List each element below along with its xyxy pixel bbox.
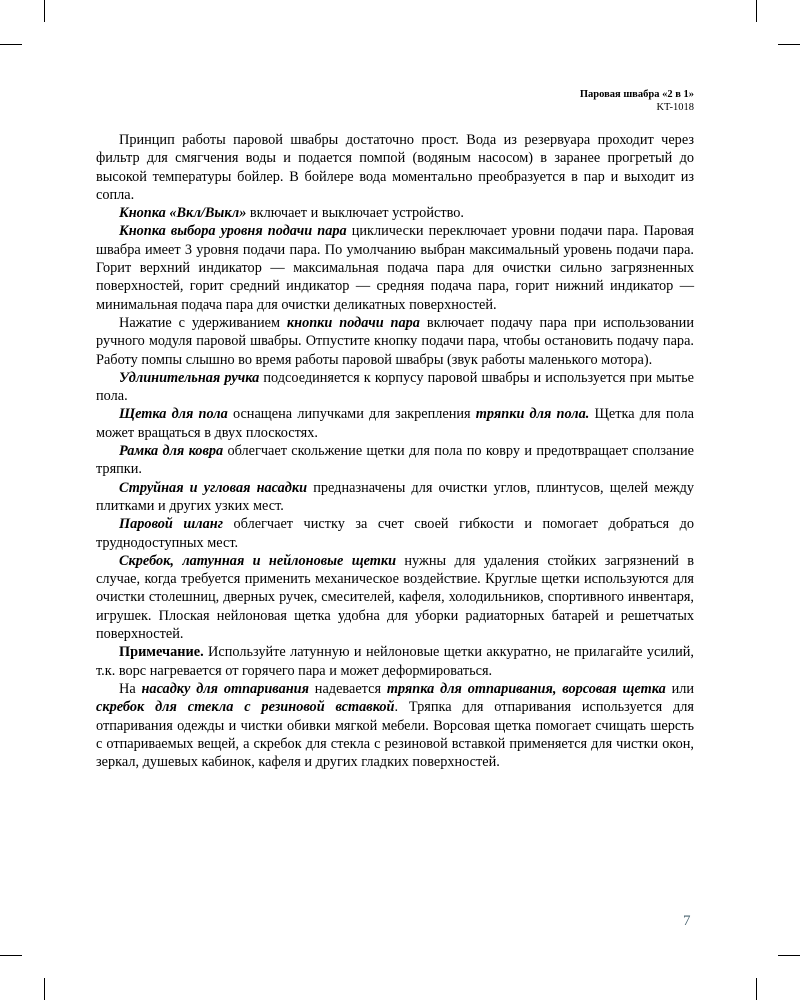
crop-mark-right-top [778, 44, 800, 45]
crop-mark-left-bottom [0, 955, 22, 956]
term-steaming-cloth: тряпка для отпаривания, ворсовая щетка [386, 680, 666, 697]
term-steam-button: кнопки подачи пара [286, 314, 420, 331]
paragraph-text: Щетка для пола может вращаться в двух плоскостях. [96, 406, 694, 441]
paragraph-text: нужны для удаления стойких загрязнений в случае, когда требуется применить механическое воздействие. Круглые щетки используются для очистки столешниц, дверных ручек, смесителей, кафеля, холодильников, спортивного инвентаря, игрушек. Плоская нейлоновая щетка удобна для уборки радиаторных батарей и решетчатых поверхностей. [96, 552, 694, 643]
crop-mark-right-bottom [778, 955, 800, 956]
term-nozzles: Струйная и угловая насадки [119, 479, 308, 496]
crop-mark-bottom-left [44, 978, 45, 1000]
term-steaming-nozzle: насадку для отпаривания [141, 680, 309, 697]
header-model: KT-1018 [656, 102, 694, 113]
paragraph-principle [96, 131, 694, 204]
crop-mark-top-left [44, 0, 45, 22]
paragraph-text: Принцип работы паровой швабры достаточно прост. Вода из резервуара проходит через фильтр для смягчения воды и подается помпой (водяным насосом) в заранее прогретый до высокой температуры бойлер. В бойлере вода моментально преобразуется в пар и выходит из сопла. [96, 132, 694, 203]
paragraph-text: или [665, 680, 695, 697]
paragraph-text: включает подачу пара при использовании ручного модуля паровой швабры. Отпустите кнопку подачи пара, чтобы остановить подачу пара. Работу помпы слышно во время работы паровой швабры (звук работы маленького мотора). [96, 314, 694, 368]
paragraph-text: облегчает чистку за счет своей гибкости и помогает добраться до труднодоступных мест. [96, 516, 694, 551]
paragraph-steam-hose [96, 515, 694, 552]
paragraph-text: предназначены для очистки углов, плинтусов, щелей между плитками и других узких мест. [96, 479, 695, 514]
term-brushes: Скребок, латунная и нейлоновые щетки [119, 552, 397, 569]
term-glass-scraper: скребок для стекла с резиновой вставкой [96, 699, 395, 716]
term-extension-handle: Удлинительная ручка [119, 369, 260, 386]
term-carpet-frame: Рамка для ковра [119, 443, 224, 460]
paragraph-note [96, 643, 694, 680]
paragraph-text: подсоединяется к корпусу паровой швабры и используется при мытье пола. [96, 369, 694, 405]
term-steam-level-button: Кнопка выбора уровня подачи пара [119, 223, 347, 240]
term-note: Примечание. [119, 644, 204, 661]
paragraph-brushes [96, 552, 694, 643]
term-power-button: Кнопка «Вкл/Выкл» [119, 205, 247, 222]
body-text [96, 131, 694, 771]
paragraph-power-button [96, 204, 694, 222]
paragraph-nozzles [96, 479, 694, 516]
header-title: Паровая швабра «2 в 1» [579, 89, 694, 100]
paragraph-steam-button [96, 314, 694, 369]
paragraph-text: включает и выключает устройство. [246, 205, 464, 222]
paragraph-steaming-nozzle [96, 680, 694, 771]
term-floor-brush: Щетка для пола [119, 406, 228, 423]
paragraph-text: надевается [308, 680, 387, 697]
paragraph-text: облегчает скольжение щетки для пола по ковру и предотвращает сползание тряпки. [96, 443, 694, 478]
paragraph-text: На [119, 680, 142, 697]
paragraph-text: . Тряпка для отпаривания используется для отпаривания одежды и чистки обивки мягкой мебели. Ворсовая щетка помогает счищать шерсть с отпариваемых вещей, а скребок для стекла с резиновой вставкой применяется для чистки окон, зеркал, душевых кабинок, кафеля и других гладких поверхностей. [96, 699, 694, 771]
paragraph-text: оснащена липучками для закрепления [227, 406, 476, 423]
crop-mark-bottom-right [756, 978, 757, 1000]
crop-mark-top-right [756, 0, 757, 22]
paragraph-steam-level-button [96, 222, 694, 313]
paragraph-text: Используйте латунную и нейлоновые щетки аккуратно, не прилагайте усилий, т.к. ворс нагревается от горячего пара и может деформироваться. [96, 644, 694, 679]
paragraph-floor-brush [96, 405, 694, 442]
term-steam-hose: Паровой шланг [119, 516, 223, 533]
paragraph-extension-handle [96, 369, 694, 406]
running-header [580, 88, 694, 114]
page-number: 7 [683, 913, 691, 929]
crop-mark-left-top [0, 44, 22, 45]
paragraph-carpet-frame [96, 442, 694, 479]
term-floor-cloth: тряпки для пола. [475, 406, 590, 423]
paragraph-text: циклически переключает уровни подачи пара. Паровая швабра имеет 3 уровня подачи пара. По умолчанию выбран максимальный уровень подачи пара. Горит верхний индикатор — максимальная подача пара для очистки сильно загрязненных поверхностей, горит средний индикатор — средняя подача пара, горит нижний индикатор — минимальная подача пара для очистки деликатных поверхностей. [96, 223, 694, 313]
paragraph-text: Нажатие с удерживанием [119, 314, 287, 331]
